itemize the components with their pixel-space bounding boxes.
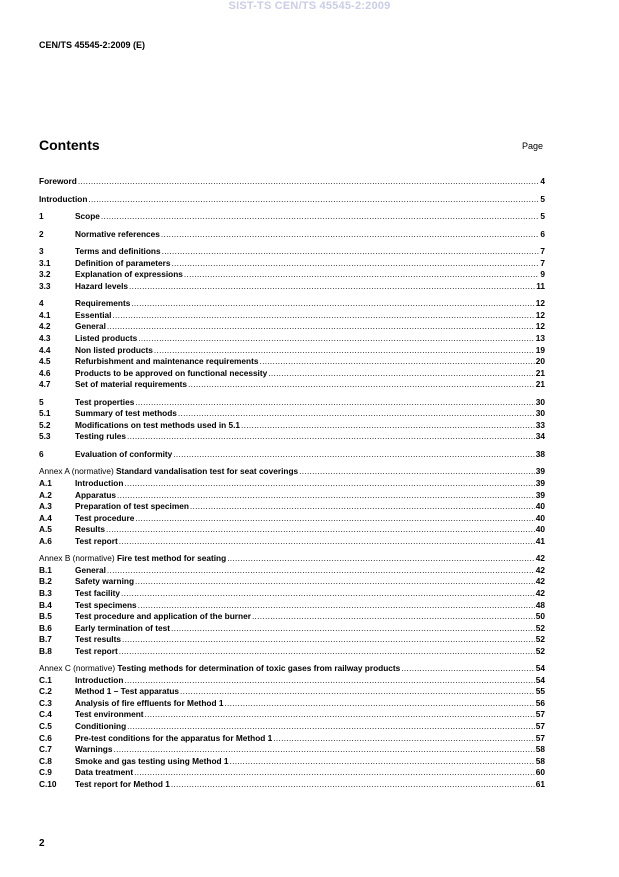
toc-entry-title: General xyxy=(75,564,106,575)
toc-entry-number: B.7 xyxy=(39,634,52,645)
toc-entry-page: 19 xyxy=(535,344,545,355)
leader-dots xyxy=(127,431,535,443)
leader-dots xyxy=(268,368,535,380)
toc-entry-page: 7 xyxy=(540,257,545,268)
toc-entry[interactable] xyxy=(39,345,545,357)
toc-entry-number: A.3 xyxy=(39,501,52,512)
toc-entry-title: Test procedure and application of the burner xyxy=(75,611,251,622)
toc-entry-number: 3.3 xyxy=(39,280,51,291)
annex-label: Annex C (normative) xyxy=(39,663,118,674)
toc-entry-title: Method 1 – Test apparatus xyxy=(75,686,180,697)
toc-entry[interactable] xyxy=(39,490,545,502)
leader-dots xyxy=(154,345,535,357)
toc-entry[interactable] xyxy=(39,246,545,258)
toc-entry-title: Refurbishment and maintenance requirements xyxy=(75,356,259,367)
toc-entry[interactable] xyxy=(39,368,545,380)
toc-entry-title: Analysis of fire effluents for Method 1 xyxy=(75,697,224,708)
toc-entry[interactable] xyxy=(39,501,545,513)
leader-dots xyxy=(124,478,534,490)
toc-entry[interactable] xyxy=(39,767,545,779)
document-id: CEN/TS 45545-2:2009 (E) xyxy=(39,40,146,50)
toc-entry[interactable] xyxy=(39,600,545,612)
toc-entry-number: C.1 xyxy=(39,674,52,685)
leader-dots xyxy=(171,258,539,270)
toc-entry-title xyxy=(39,466,298,478)
toc-entry-number: C.7 xyxy=(39,744,52,755)
toc-entry-title: Smoke and gas testing using Method 1 xyxy=(75,755,229,766)
toc-entry-page: 42 xyxy=(535,564,545,575)
toc-entry[interactable] xyxy=(39,733,545,745)
toc-entry[interactable] xyxy=(39,211,545,223)
leader-dots xyxy=(145,709,535,721)
toc-entry-page: 55 xyxy=(535,686,545,697)
leader-dots xyxy=(134,767,535,779)
toc-entry[interactable] xyxy=(39,663,545,675)
toc-entry[interactable] xyxy=(39,397,545,409)
toc-entry-title: Products to be approved on functional necessity xyxy=(75,367,268,378)
toc-entry-page: 54 xyxy=(535,663,545,674)
toc-entry-title: Hazard levels xyxy=(75,280,129,291)
toc-entry-number: B.6 xyxy=(39,622,52,633)
leader-dots xyxy=(162,246,540,258)
toc-entry-page: 30 xyxy=(535,396,545,407)
toc-entry[interactable] xyxy=(39,675,545,687)
toc-entry-number: 5.3 xyxy=(39,431,51,442)
toc-entry[interactable] xyxy=(39,194,545,206)
leader-dots xyxy=(135,513,534,525)
toc-entry-title: Normative references xyxy=(75,228,160,239)
toc-entry-number: C.3 xyxy=(39,697,52,708)
toc-entry[interactable] xyxy=(39,634,545,646)
toc-entry-page: 52 xyxy=(535,622,545,633)
toc-entry-page: 38 xyxy=(535,448,545,459)
toc-entry-title: Test properties xyxy=(75,396,135,407)
toc-entry-page: 11 xyxy=(536,280,545,291)
leader-dots xyxy=(135,576,535,588)
toc-entry-title xyxy=(39,553,226,565)
toc-entry-number: 4.1 xyxy=(39,309,51,320)
leader-dots xyxy=(106,524,535,536)
toc-entry-page: 39 xyxy=(535,489,545,500)
toc-entry-number: 5.1 xyxy=(39,408,51,419)
toc-entry[interactable] xyxy=(39,536,545,548)
toc-entry-number: A.1 xyxy=(39,478,52,489)
toc-entry-title xyxy=(39,663,400,675)
toc-entry[interactable] xyxy=(39,623,545,635)
leader-dots xyxy=(117,490,535,502)
toc-entry-number: A.4 xyxy=(39,512,52,523)
toc-entry-number: 3 xyxy=(39,246,44,257)
leader-dots xyxy=(138,600,535,612)
leader-dots xyxy=(129,281,535,293)
leader-dots xyxy=(230,756,535,768)
toc-entry-page: 6 xyxy=(540,228,545,239)
watermark: SIST-TS CEN/TS 45545-2:2009 xyxy=(228,0,391,12)
toc-entry[interactable] xyxy=(39,281,545,293)
toc-entry[interactable] xyxy=(39,408,545,420)
toc-entry[interactable] xyxy=(39,611,545,623)
leader-dots xyxy=(78,176,540,188)
toc-entry-number: B.1 xyxy=(39,564,52,575)
toc-entry-title: Test specimens xyxy=(75,599,137,610)
toc-entry-number: 5 xyxy=(39,396,44,407)
toc-entry-title: Test results xyxy=(75,634,121,645)
annex-title: Testing methods for determination of toxic gases from railway products xyxy=(117,663,401,674)
toc-entry-title: Preparation of test specimen xyxy=(75,501,189,512)
toc-entry[interactable] xyxy=(39,258,545,270)
toc-entry[interactable] xyxy=(39,553,545,565)
toc-entry[interactable] xyxy=(39,379,545,391)
toc-entry-page: 20 xyxy=(535,356,545,367)
toc-entry-title: Scope xyxy=(75,211,100,222)
toc-entry-title: Set of material requirements xyxy=(75,379,188,390)
toc-entry-number: C.6 xyxy=(39,732,52,743)
leader-dots xyxy=(401,663,534,675)
toc-entry-number: C.5 xyxy=(39,720,52,731)
toc-entry-number: A.5 xyxy=(39,524,52,535)
toc-entry-number: C.9 xyxy=(39,767,52,778)
toc-entry-title: Introduction xyxy=(75,478,124,489)
leader-dots xyxy=(122,634,535,646)
toc-entry-page: 48 xyxy=(535,599,545,610)
toc-entry-page: 7 xyxy=(540,246,545,257)
leader-dots xyxy=(190,501,535,513)
toc-entry-number: 2 xyxy=(39,228,44,239)
toc-entry-title: Foreword xyxy=(39,176,77,186)
toc-entry[interactable] xyxy=(39,431,545,443)
toc-entry-title: Test procedure xyxy=(75,512,135,523)
toc-entry[interactable] xyxy=(39,310,545,322)
toc-entry-page: 58 xyxy=(535,744,545,755)
leader-dots xyxy=(107,321,535,333)
toc-entry-page: 42 xyxy=(535,587,545,598)
page-column-label: Page xyxy=(522,141,544,151)
toc-entry-title: Essential xyxy=(75,309,112,320)
toc-entry-number: C.2 xyxy=(39,686,52,697)
toc-entry-number: 4.5 xyxy=(39,356,51,367)
toc-entry-page: 52 xyxy=(535,634,545,645)
leader-dots xyxy=(127,721,535,733)
toc-entry-title: Non listed products xyxy=(75,344,153,355)
leader-dots xyxy=(299,466,535,478)
toc-entry-number: 1 xyxy=(39,211,44,222)
toc-entry-number: C.4 xyxy=(39,709,52,720)
leader-dots xyxy=(171,779,535,791)
toc-entry-page: 50 xyxy=(535,611,545,622)
leader-dots xyxy=(178,408,535,420)
toc-entry-number: 4.2 xyxy=(39,321,51,332)
toc-entry[interactable] xyxy=(39,756,545,768)
toc-entry[interactable] xyxy=(39,513,545,525)
leader-dots xyxy=(173,449,535,461)
toc-entry[interactable] xyxy=(39,588,545,600)
leader-dots xyxy=(119,646,535,658)
toc-entry-number: 6 xyxy=(39,448,44,459)
leader-dots xyxy=(273,733,534,745)
toc-entry-title: Testing rules xyxy=(75,431,127,442)
toc-entry-page: 5 xyxy=(540,193,545,204)
toc-entry-number: 4.4 xyxy=(39,344,51,355)
leader-dots xyxy=(260,356,535,368)
toc-entry[interactable] xyxy=(39,576,545,588)
leader-dots xyxy=(180,686,535,698)
toc-entry-title: Safety warning xyxy=(75,576,135,587)
toc-entry-number: 4 xyxy=(39,298,44,309)
toc-entry-title: Evaluation of conformity xyxy=(75,448,173,459)
toc-entry-page: 39 xyxy=(535,466,545,477)
leader-dots xyxy=(241,420,535,432)
toc-entry-number: B.4 xyxy=(39,599,52,610)
toc-entry-title: Early termination of test xyxy=(75,622,170,633)
toc-entry[interactable] xyxy=(39,709,545,721)
toc-entry-page: 54 xyxy=(535,674,545,685)
annex-label: Annex B (normative) xyxy=(39,553,117,564)
toc-entry-page: 21 xyxy=(535,379,545,390)
leader-dots xyxy=(121,588,535,600)
toc-entry-page: 56 xyxy=(535,697,545,708)
toc-entry[interactable] xyxy=(39,698,545,710)
toc-entry-number: B.3 xyxy=(39,587,52,598)
toc-entry-number: C.8 xyxy=(39,755,52,766)
toc-entry[interactable] xyxy=(39,229,545,241)
toc-entry-number: A.2 xyxy=(39,489,52,500)
table-of-contents xyxy=(39,176,545,790)
toc-entry-page: 13 xyxy=(535,333,545,344)
toc-entry-page: 40 xyxy=(535,524,545,535)
leader-dots xyxy=(131,298,534,310)
contents-heading: Contents xyxy=(39,137,100,153)
toc-entry-title: Apparatus xyxy=(75,489,117,500)
toc-entry-title: Definition of parameters xyxy=(75,257,171,268)
toc-entry[interactable] xyxy=(39,478,545,490)
toc-entry-number: B.8 xyxy=(39,645,52,656)
toc-entry-number: 4.7 xyxy=(39,379,51,390)
leader-dots xyxy=(101,211,539,223)
toc-entry-title: Test environment xyxy=(75,709,144,720)
leader-dots xyxy=(119,536,535,548)
toc-entry-number: A.6 xyxy=(39,535,52,546)
toc-entry-page: 33 xyxy=(535,419,545,430)
toc-entry-page: 21 xyxy=(535,367,545,378)
toc-entry-page: 40 xyxy=(535,512,545,523)
toc-entry-title: Summary of test methods xyxy=(75,408,177,419)
leader-dots xyxy=(107,565,535,577)
page-number: 2 xyxy=(39,838,45,849)
leader-dots xyxy=(252,611,535,623)
toc-entry-page: 57 xyxy=(535,732,545,743)
toc-entry[interactable] xyxy=(39,420,545,432)
leader-dots xyxy=(171,623,535,635)
toc-entry-page: 42 xyxy=(535,553,545,564)
toc-entry-page: 57 xyxy=(535,720,545,731)
toc-entry-number: 3.1 xyxy=(39,257,51,268)
toc-entry[interactable] xyxy=(39,565,545,577)
toc-entry[interactable] xyxy=(39,744,545,756)
toc-entry-page: 61 xyxy=(535,778,545,789)
toc-entry-page: 12 xyxy=(535,298,545,309)
toc-entry[interactable] xyxy=(39,356,545,368)
leader-dots xyxy=(188,379,535,391)
leader-dots xyxy=(88,194,539,206)
toc-entry-title: Terms and definitions xyxy=(75,246,161,257)
toc-entry-title: Test facility xyxy=(75,587,121,598)
toc-entry[interactable] xyxy=(39,333,545,345)
leader-dots xyxy=(224,698,534,710)
toc-entry-number: B.5 xyxy=(39,611,52,622)
toc-entry-title: Data treatment xyxy=(75,767,134,778)
toc-entry-title: Results xyxy=(75,524,105,535)
toc-entry-page: 41 xyxy=(535,535,545,546)
toc-entry-title: Listed products xyxy=(75,333,138,344)
toc-entry-page: 39 xyxy=(535,478,545,489)
toc-entry-page: 34 xyxy=(535,431,545,442)
toc-entry-title: Warnings xyxy=(75,744,113,755)
toc-entry-title: Pre-test conditions for the apparatus for Method 1 xyxy=(75,732,273,743)
leader-dots xyxy=(184,269,539,281)
leader-dots xyxy=(135,397,534,409)
toc-entry-number: 4.6 xyxy=(39,367,51,378)
leader-dots xyxy=(227,553,535,565)
toc-entry-page: 12 xyxy=(535,309,545,320)
toc-entry-number: 3.2 xyxy=(39,269,51,280)
annex-label: Annex A (normative) xyxy=(39,466,117,477)
leader-dots xyxy=(114,744,535,756)
toc-entry-title: General xyxy=(75,321,106,332)
toc-entry-page: 42 xyxy=(535,576,545,587)
toc-entry[interactable] xyxy=(39,721,545,733)
toc-entry[interactable] xyxy=(39,269,545,281)
leader-dots xyxy=(138,333,535,345)
toc-entry[interactable] xyxy=(39,298,545,310)
toc-entry-title: Modifications on test methods used in 5.1 xyxy=(75,419,241,430)
toc-entry-number: 5.2 xyxy=(39,419,51,430)
toc-entry-title: Requirements xyxy=(75,298,131,309)
toc-entry-page: 60 xyxy=(535,767,545,778)
toc-entry[interactable] xyxy=(39,646,545,658)
toc-entry-title: Test report xyxy=(75,645,118,656)
toc-entry-number: 4.3 xyxy=(39,333,51,344)
toc-entry-number: C.10 xyxy=(39,778,57,789)
toc-entry-title: Conditioning xyxy=(75,720,127,731)
toc-entry-page: 4 xyxy=(540,176,545,186)
toc-entry[interactable] xyxy=(39,466,545,478)
leader-dots xyxy=(161,229,540,241)
toc-entry-page: 52 xyxy=(535,645,545,656)
toc-entry-number: B.2 xyxy=(39,576,52,587)
toc-entry-page: 5 xyxy=(540,211,545,222)
leader-dots xyxy=(112,310,534,322)
toc-entry[interactable] xyxy=(39,321,545,333)
leader-dots xyxy=(124,675,534,687)
toc-entry-page: 57 xyxy=(535,709,545,720)
toc-entry-page: 58 xyxy=(535,755,545,766)
annex-title: Standard vandalisation test for seat coverings xyxy=(116,466,299,477)
toc-entry-title: Introduction xyxy=(39,193,88,204)
toc-entry-title: Test report for Method 1 xyxy=(75,778,170,789)
toc-entry[interactable] xyxy=(39,779,545,791)
toc-entry[interactable] xyxy=(39,449,545,461)
toc-entry[interactable] xyxy=(39,524,545,536)
toc-entry-title: Test report xyxy=(75,535,118,546)
toc-entry-title: Explanation of expressions xyxy=(75,269,183,280)
toc-entry-page: 12 xyxy=(535,321,545,332)
toc-entry[interactable] xyxy=(39,686,545,698)
toc-entry-page: 30 xyxy=(535,408,545,419)
toc-entry[interactable] xyxy=(39,176,545,188)
toc-entry-page: 40 xyxy=(535,501,545,512)
toc-entry-page: 9 xyxy=(540,269,545,280)
annex-title: Fire test method for seating xyxy=(116,553,227,564)
toc-entry-title: Introduction xyxy=(75,674,124,685)
